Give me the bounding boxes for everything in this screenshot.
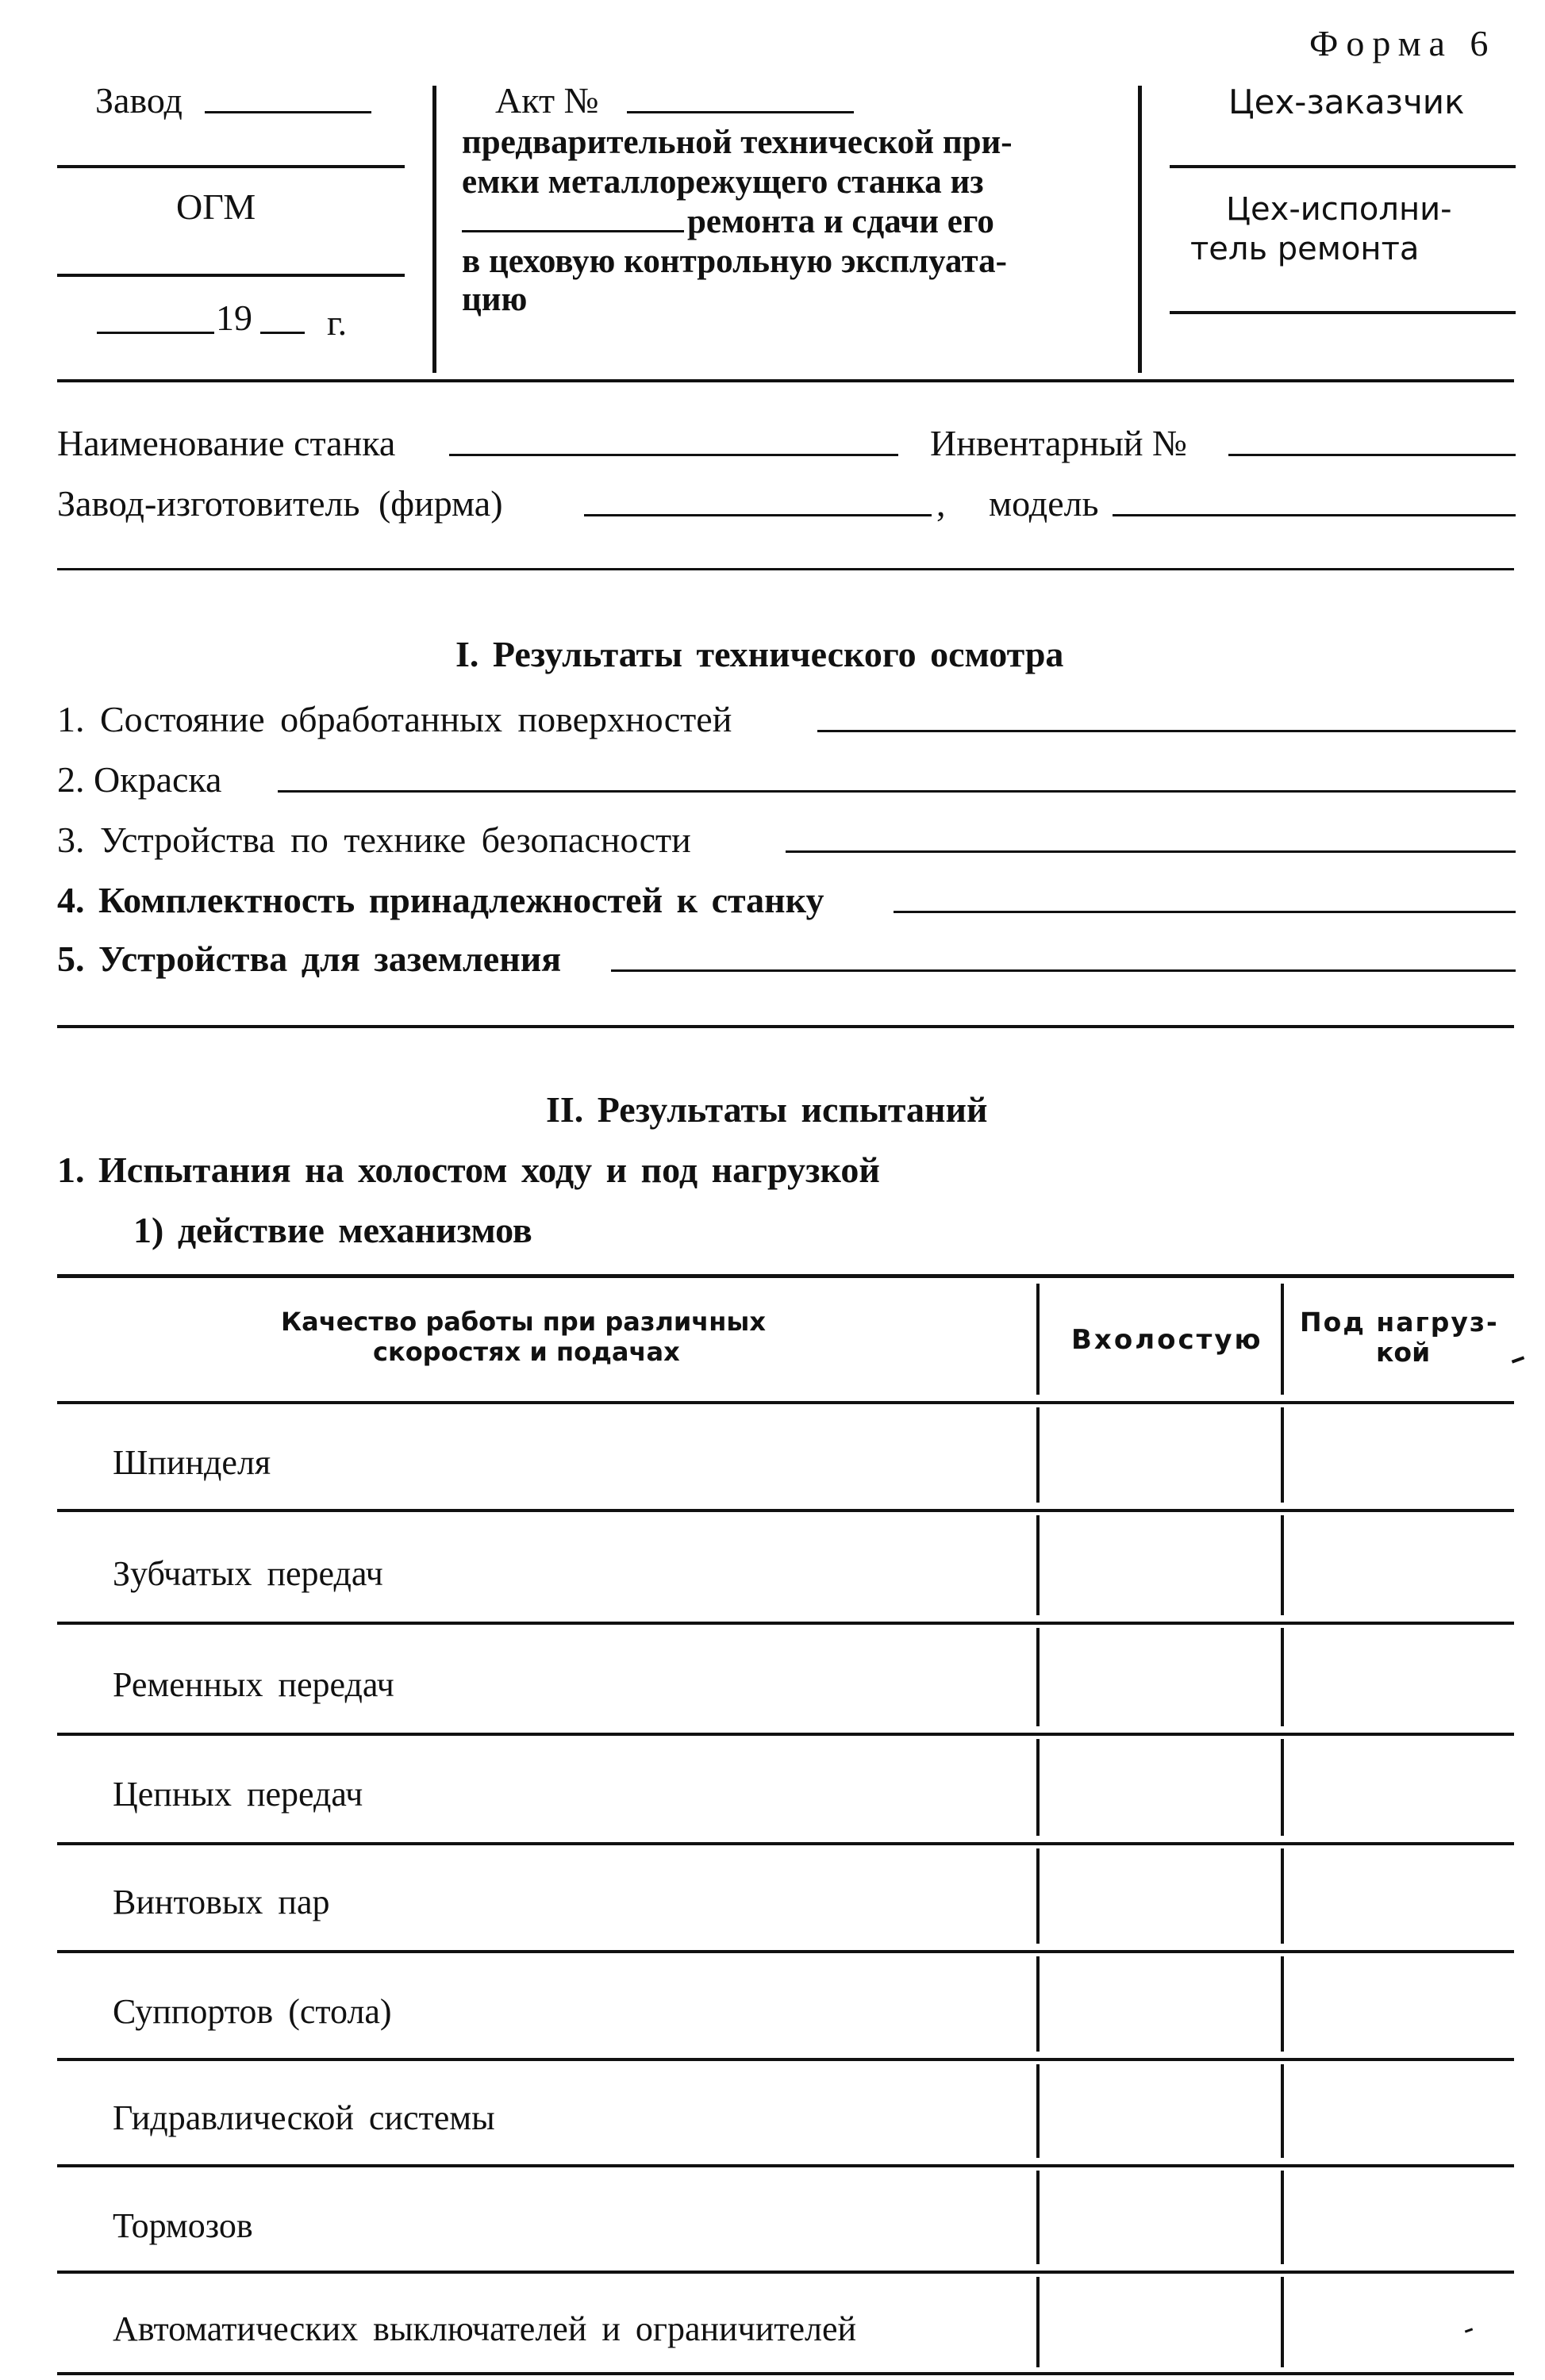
inspection-item: 3. Устройства по технике безопасности bbox=[57, 820, 691, 860]
load-cell[interactable] bbox=[1284, 2277, 1514, 2370]
extra-line-field[interactable] bbox=[57, 1025, 1514, 1028]
divider bbox=[57, 274, 405, 277]
load-cell[interactable] bbox=[1284, 2064, 1514, 2164]
inspection-item: 5. Устройства для заземления bbox=[57, 939, 562, 979]
model-label: модель bbox=[989, 483, 1099, 524]
idle-cell[interactable] bbox=[1040, 1628, 1281, 1731]
divider bbox=[57, 165, 405, 168]
column-separator bbox=[1281, 1848, 1284, 1944]
grounding-field[interactable] bbox=[611, 969, 1516, 972]
zavod-field[interactable] bbox=[205, 111, 371, 113]
table-top-rule bbox=[57, 1274, 1514, 1278]
mechanism-name: Гидравлической системы bbox=[113, 2098, 495, 2137]
act-text-line: в цеховую контрольную эксплуата- bbox=[462, 243, 1007, 280]
column-separator bbox=[1036, 2064, 1040, 2158]
inspection-item: 2. Окраска bbox=[57, 759, 222, 800]
column-separator bbox=[432, 86, 436, 373]
column-separator bbox=[1281, 1515, 1284, 1615]
column-separator bbox=[1036, 1848, 1040, 1944]
act-label: Акт № bbox=[495, 80, 599, 121]
row-rule bbox=[57, 2164, 1514, 2167]
column-separator bbox=[1036, 2277, 1040, 2367]
mechanism-name: Ременных передач bbox=[113, 1665, 394, 1704]
table-header-idle: Вхолостую bbox=[1071, 1324, 1263, 1356]
machine-name-label: Наименование станка bbox=[57, 423, 396, 463]
idle-cell[interactable] bbox=[1040, 1956, 1281, 2058]
section-subsubtitle: 1) действие механизмов bbox=[133, 1210, 532, 1250]
inspection-item: 1. Состояние обработанных поверхностей bbox=[57, 699, 732, 739]
surfaces-field[interactable] bbox=[817, 730, 1516, 732]
mechanism-name: Суппортов (стола) bbox=[113, 1992, 392, 2031]
row-rule bbox=[57, 2271, 1514, 2274]
year-suffix: г. bbox=[327, 302, 348, 343]
load-cell[interactable] bbox=[1284, 2171, 1514, 2269]
act-text-line: ремонта и сдачи его bbox=[687, 203, 994, 240]
extra-line-field[interactable] bbox=[57, 568, 1514, 570]
date-day-field[interactable] bbox=[97, 332, 214, 334]
idle-cell[interactable] bbox=[1040, 1407, 1281, 1509]
idle-cell[interactable] bbox=[1040, 1515, 1281, 1620]
column-separator bbox=[1036, 2171, 1040, 2264]
comma: , bbox=[936, 483, 946, 524]
column-separator bbox=[1281, 2277, 1284, 2367]
mechanism-name: Шпинделя bbox=[113, 1443, 271, 1482]
row-rule bbox=[57, 2058, 1514, 2061]
table-header-quality: Качество работы при различных bbox=[281, 1307, 766, 1337]
load-cell[interactable] bbox=[1284, 1956, 1514, 2058]
machine-name-field[interactable] bbox=[449, 454, 898, 456]
column-separator bbox=[1281, 1628, 1284, 1726]
form-label: Форма 6 bbox=[1309, 23, 1497, 63]
column-separator bbox=[1281, 2171, 1284, 2264]
column-separator bbox=[1281, 1284, 1284, 1395]
year-field[interactable] bbox=[260, 332, 305, 334]
table-header-load: кой bbox=[1376, 1337, 1431, 1368]
section-title: I. Результаты технического осмотра bbox=[455, 634, 1064, 674]
inventory-number-label: Инвентарный № bbox=[930, 423, 1187, 463]
row-rule bbox=[57, 1842, 1514, 1845]
column-separator bbox=[1281, 1407, 1284, 1503]
column-separator bbox=[1036, 1739, 1040, 1836]
mechanism-name: Зубчатых передач bbox=[113, 1554, 383, 1593]
row-rule bbox=[57, 1733, 1514, 1736]
zavod-label: Завод bbox=[95, 80, 183, 121]
customer-shop-field[interactable] bbox=[1170, 165, 1516, 168]
accessories-field[interactable] bbox=[894, 911, 1516, 913]
row-rule bbox=[57, 2372, 1514, 2375]
idle-cell[interactable] bbox=[1040, 2064, 1281, 2164]
maker-field[interactable] bbox=[584, 514, 932, 516]
load-cell[interactable] bbox=[1284, 1848, 1514, 1948]
row-rule bbox=[57, 1622, 1514, 1625]
mechanism-name: Автоматических выключателей и ограничителей bbox=[113, 2309, 857, 2348]
row-rule bbox=[57, 1509, 1514, 1512]
table-header-quality: скоростях и подачах bbox=[373, 1337, 680, 1367]
repair-shop-label: Цех-исполни- bbox=[1226, 191, 1452, 228]
maker-label: Завод-изготовитель (фирма) bbox=[57, 483, 503, 524]
act-text-line: цию bbox=[462, 281, 528, 318]
repair-type-field[interactable] bbox=[462, 230, 684, 232]
mechanism-name: Винтовых пар bbox=[113, 1883, 330, 1921]
model-field[interactable] bbox=[1113, 514, 1516, 516]
idle-cell[interactable] bbox=[1040, 2171, 1281, 2269]
repair-shop-field[interactable] bbox=[1170, 311, 1516, 314]
table-header-rule bbox=[57, 1401, 1514, 1404]
column-separator bbox=[1036, 1628, 1040, 1726]
column-separator bbox=[1281, 1739, 1284, 1836]
load-cell[interactable] bbox=[1284, 1515, 1514, 1620]
scan-mark bbox=[1512, 1356, 1524, 1363]
column-separator bbox=[1036, 1284, 1040, 1395]
ogm-label: ОГМ bbox=[176, 186, 256, 227]
load-cell[interactable] bbox=[1284, 1628, 1514, 1731]
column-separator bbox=[1138, 86, 1142, 373]
column-separator bbox=[1281, 1956, 1284, 2052]
table-header-load: Под нагруз- bbox=[1300, 1307, 1499, 1338]
header-bottom-rule bbox=[57, 379, 1514, 382]
mechanism-name: Тормозов bbox=[113, 2206, 253, 2245]
column-separator bbox=[1281, 2064, 1284, 2158]
painting-field[interactable] bbox=[278, 790, 1516, 793]
customer-shop-label: Цех-заказчик bbox=[1228, 83, 1465, 121]
column-separator bbox=[1036, 1956, 1040, 2052]
mechanism-name: Цепных передач bbox=[113, 1775, 363, 1814]
section-subtitle: 1. Испытания на холостом ходу и под нагрузкой bbox=[57, 1150, 880, 1190]
year-label: 19 bbox=[216, 298, 252, 338]
inspection-item: 4. Комплектность принадлежностей к станку bbox=[57, 880, 824, 920]
act-text-line: предварительной технической при- bbox=[462, 124, 1013, 161]
inventory-number-field[interactable] bbox=[1228, 454, 1516, 456]
idle-cell[interactable] bbox=[1040, 1739, 1281, 1842]
column-separator bbox=[1036, 1407, 1040, 1503]
idle-cell[interactable] bbox=[1040, 1848, 1281, 1948]
row-rule bbox=[57, 1950, 1514, 1953]
section-title: II. Результаты испытаний bbox=[546, 1089, 988, 1130]
repair-shop-label: тель ремонта bbox=[1190, 231, 1420, 267]
load-cell[interactable] bbox=[1284, 1407, 1514, 1509]
load-cell[interactable] bbox=[1284, 1739, 1514, 1842]
act-text-line: емки металлорежущего станка из bbox=[462, 163, 984, 201]
act-number-field[interactable] bbox=[627, 111, 854, 113]
idle-cell[interactable] bbox=[1040, 2277, 1281, 2370]
column-separator bbox=[1036, 1515, 1040, 1615]
safety-devices-field[interactable] bbox=[786, 850, 1516, 853]
